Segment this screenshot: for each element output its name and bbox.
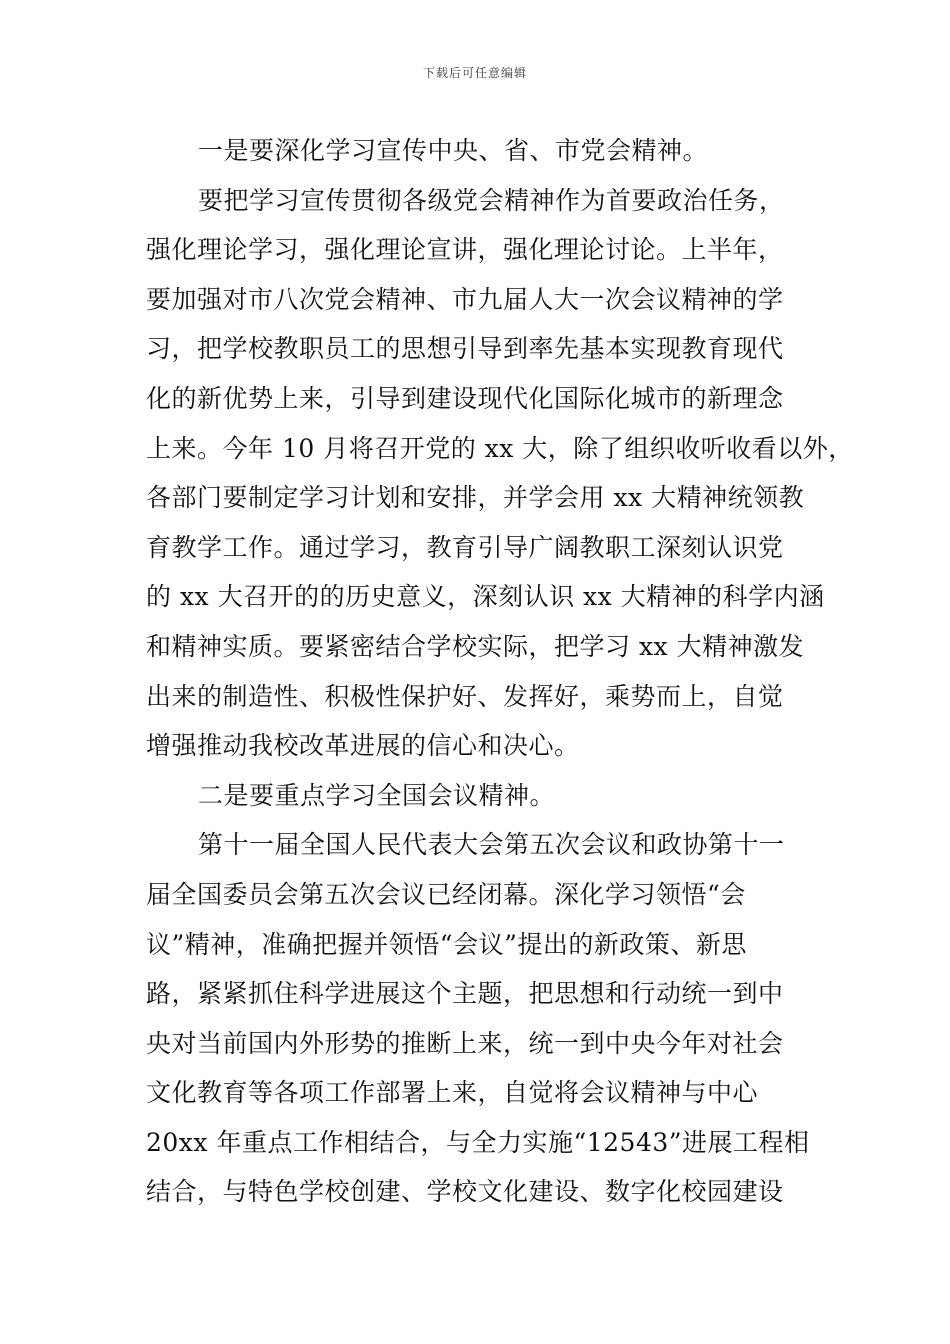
paragraph-2-line-1: 要把学习宣传贯彻各级党会精神作为首要政治任务， <box>198 185 785 215</box>
page-header-note: 下载后可任意编辑 <box>422 66 527 80</box>
paragraph-4-line-3: 议”精神，准确把握并领悟“会议”提出的新政策、新思 <box>146 929 747 959</box>
paragraph-3-line-1: 二是要重点学习全国会议精神。 <box>198 780 556 810</box>
paragraph-4-line-7: 20xx 年重点工作相结合，与全力实施“12543”进展工程相 <box>146 1127 810 1157</box>
paragraph-2-line-3: 要加强对市八次党会精神、市九届人大一次会议精神的学 <box>146 284 784 314</box>
paragraph-2-line-7: 各部门要制定学习计划和安排，并学会用 xx 大精神统领教 <box>146 483 805 513</box>
paragraph-2-line-2: 强化理论学习，强化理论宣讲，强化理论讨论。上半年， <box>146 235 784 265</box>
paragraph-2-line-9: 的 xx 大召开的的历史意义，深刻认识 xx 大精神的科学内涵 <box>146 582 825 612</box>
paragraph-2-line-12: 增强推动我校改革进展的信心和决心。 <box>146 731 580 761</box>
paragraph-4-line-5: 央对当前国内外形势的推断上来，统一到中央今年对社会 <box>146 1028 784 1058</box>
paragraph-4-line-4: 路，紧紧抓住科学进展这个主题，把思想和行动统一到中 <box>146 979 784 1009</box>
document-body <box>146 126 854 1217</box>
paragraph-2-line-6: 上来。今年 10 月将召开党的 xx 大，除了组织收听收看以外， <box>146 433 854 463</box>
paragraph-2-line-4: 习，把学校教职员工的思想引导到率先基本实现教育现代 <box>146 334 784 364</box>
paragraph-1-line-1: 一是要深化学习宣传中央、省、市党会精神。 <box>198 136 709 165</box>
paragraph-2-line-8: 育教学工作。通过学习，教育引导广阔教职工深刻认识党 <box>146 532 784 562</box>
paragraph-4-line-6: 文化教育等各项工作部署上来，自觉将会议精神与中心 <box>146 1078 759 1108</box>
paragraph-2-line-10: 和精神实质。要紧密结合学校实际，把学习 xx 大精神激发 <box>146 631 805 661</box>
paragraph-4-line-1: 第十一届全国人民代表大会第五次会议和政协第十一 <box>198 830 785 860</box>
paragraph-4-line-2: 届全国委员会第五次会议已经闭幕。深化学习领悟“会 <box>146 879 746 909</box>
paragraph-2-line-5: 化的新优势上来，引导到建设现代化国际化城市的新理念 <box>146 383 784 413</box>
paragraph-4-line-8: 结合，与特色学校创建、学校文化建设、数字化校园建设 <box>146 1177 784 1207</box>
paragraph-2-line-11: 出来的制造性、积极性保护好、发挥好，乘势而上，自觉 <box>146 681 784 711</box>
